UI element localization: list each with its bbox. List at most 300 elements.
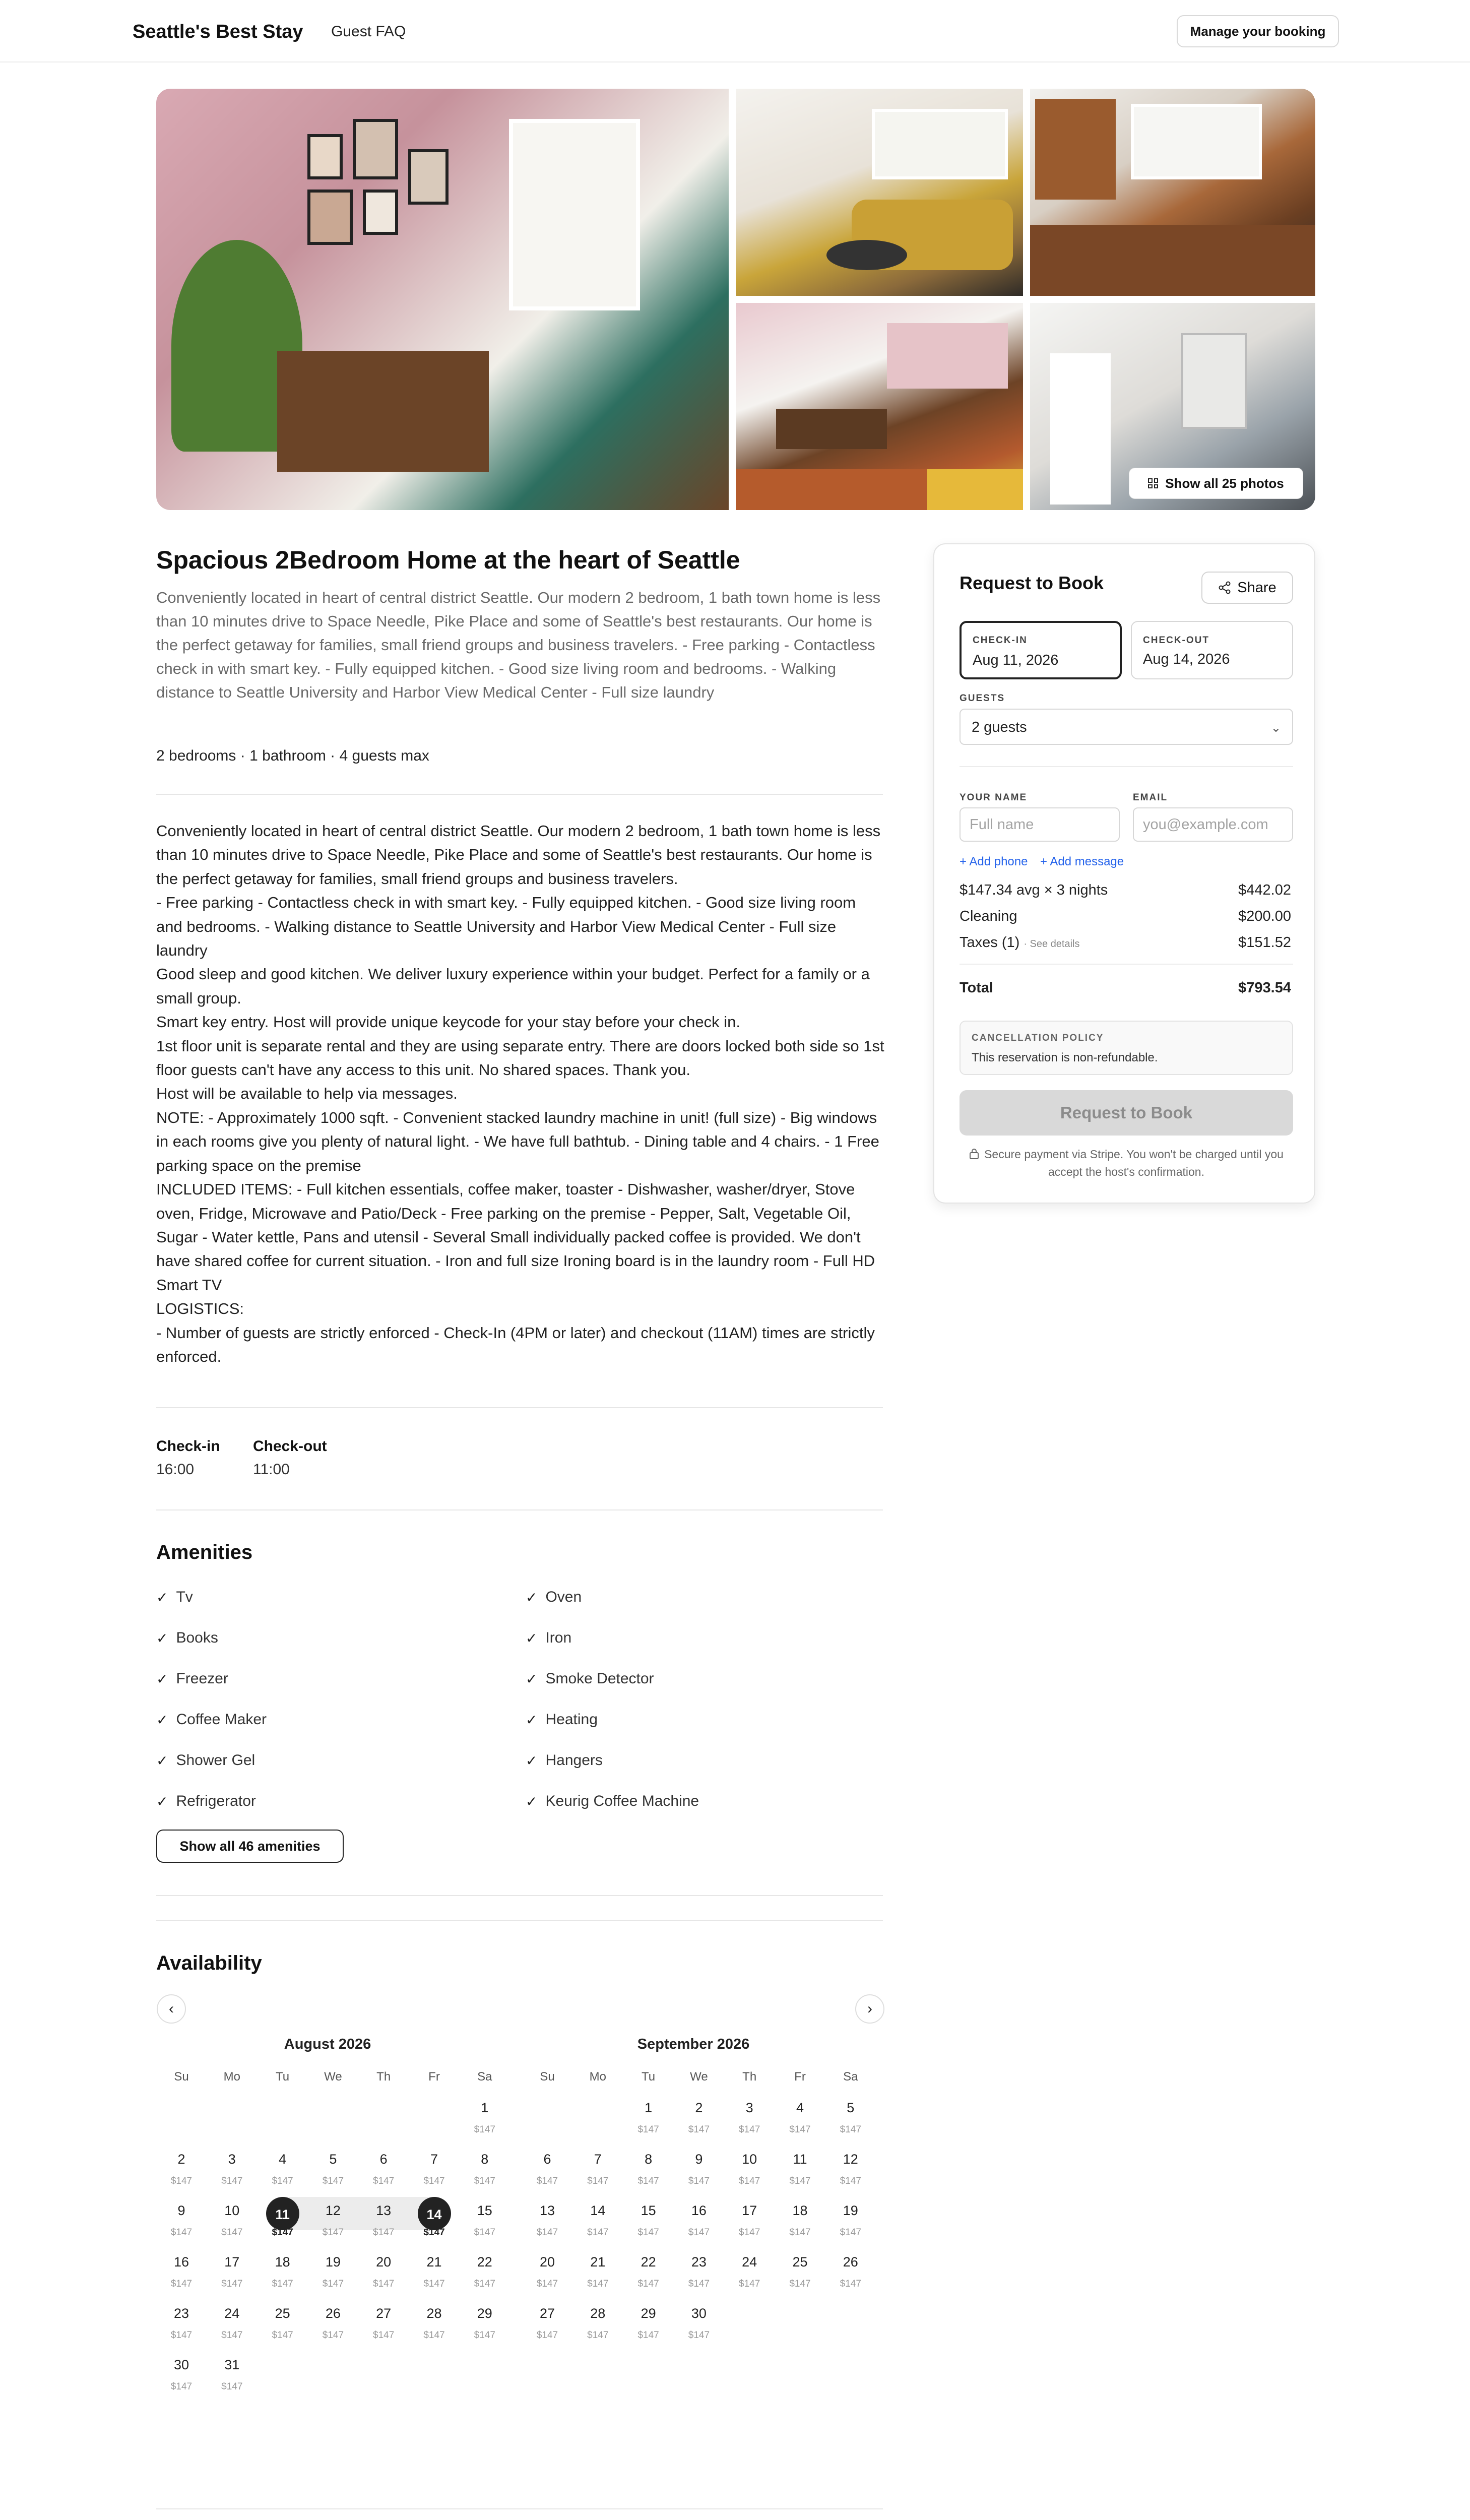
day-number: 22 xyxy=(641,2254,656,2270)
day-price: $147 xyxy=(373,2227,395,2238)
taxes-line xyxy=(960,934,1080,951)
checkmark-icon: ✓ xyxy=(156,1671,168,1687)
name-field[interactable] xyxy=(960,807,1120,842)
calendar-day[interactable] xyxy=(623,2197,674,2247)
day-number: 28 xyxy=(426,2306,442,2321)
calendar-day[interactable] xyxy=(623,2094,674,2145)
calendar-day[interactable] xyxy=(724,2197,775,2247)
day-number: 5 xyxy=(329,2152,337,2167)
day-price: $147 xyxy=(221,2330,243,2341)
calendar-day[interactable] xyxy=(825,2197,876,2247)
calendar-day[interactable] xyxy=(775,2197,825,2247)
amenities-heading: Amenities xyxy=(156,1541,253,1563)
calendar-day[interactable] xyxy=(572,2300,623,2350)
calendar-day[interactable] xyxy=(724,2094,775,2145)
day-price: $147 xyxy=(221,2227,243,2238)
day-number: 16 xyxy=(691,2203,707,2218)
weekday-label: Su xyxy=(540,2070,555,2084)
day-price: $147 xyxy=(221,2279,243,2289)
cancellation-policy-text: This reservation is non-refundable. xyxy=(972,1051,1158,1064)
calendar-day[interactable] xyxy=(825,2248,876,2299)
calendar-day[interactable] xyxy=(674,2146,724,2196)
day-number: 30 xyxy=(173,2357,189,2372)
checkmark-icon: ✓ xyxy=(156,1712,168,1728)
show-all-amenities-button[interactable]: Show all 46 amenities xyxy=(156,1830,344,1863)
day-number: 2 xyxy=(695,2100,703,2115)
amenity-item xyxy=(526,1793,699,1810)
calendar-day[interactable] xyxy=(775,2146,825,2196)
add-message-link[interactable]: + Add message xyxy=(1040,855,1124,868)
day-number: 31 xyxy=(224,2357,240,2372)
email-label: EMAIL xyxy=(1133,792,1168,803)
calendar-day[interactable] xyxy=(207,2351,257,2402)
calendar-day[interactable] xyxy=(674,2300,724,2350)
day-number: 19 xyxy=(325,2254,341,2270)
calendar-day[interactable] xyxy=(623,2146,674,2196)
day-number: 9 xyxy=(177,2203,185,2218)
amenity-label: Keurig Coffee Machine xyxy=(545,1793,699,1809)
weekday-label: Th xyxy=(742,2070,757,2084)
day-price: $147 xyxy=(789,2279,811,2289)
day-number: 10 xyxy=(224,2203,240,2218)
day-price: $147 xyxy=(474,2227,495,2238)
listing-title: Spacious 2Bedroom Home at the heart of Seattle xyxy=(156,546,740,574)
checkin-label: Check-in xyxy=(156,1438,220,1455)
day-price: $147 xyxy=(221,2381,243,2392)
day-price: $147 xyxy=(789,2124,811,2135)
calendar-day[interactable] xyxy=(623,2300,674,2350)
calendar-day[interactable] xyxy=(258,2146,308,2196)
weekday-label: Sa xyxy=(843,2070,858,2084)
amenity-item xyxy=(156,1711,267,1728)
day-price: $147 xyxy=(474,2330,495,2341)
amenity-item xyxy=(526,1752,603,1769)
site-header xyxy=(0,0,1470,62)
calendar-day[interactable] xyxy=(775,2094,825,2145)
checkout-date-value: Aug 14, 2026 xyxy=(1143,651,1230,667)
calendar-day[interactable] xyxy=(572,2146,623,2196)
day-price: $147 xyxy=(423,2330,445,2341)
day-number: 13 xyxy=(376,2203,392,2218)
email-field[interactable] xyxy=(1133,807,1293,842)
day-number: 7 xyxy=(430,2152,438,2167)
amenity-item xyxy=(526,1589,582,1606)
day-price: $147 xyxy=(587,2330,609,2341)
checkmark-icon: ✓ xyxy=(526,1589,538,1605)
calendar-day-selected[interactable] xyxy=(258,2197,308,2247)
total-label: Total xyxy=(960,980,994,996)
day-price: $147 xyxy=(637,2124,659,2135)
taxes-value: $151.52 xyxy=(1238,934,1291,951)
calendar-day[interactable] xyxy=(460,2197,510,2247)
email-input[interactable] xyxy=(1134,808,1292,841)
amenity-label: Coffee Maker xyxy=(176,1711,267,1728)
month-title: August 2026 xyxy=(284,2036,371,2052)
day-price: $147 xyxy=(637,2330,659,2341)
day-number: 21 xyxy=(426,2254,442,2270)
calendar-day[interactable] xyxy=(460,2094,510,2145)
calendar-next-button[interactable]: › xyxy=(855,1994,884,2024)
listing-description: Conveniently located in heart of central district Seattle. Our modern 2 bedroom, 1 bath town home is less than 10 minutes drive to Space Needle, Pike Place and some of Seattle's best restaurants. Our home is the perfect getaway for families, small friend groups and business travelers. - Free parking - Contactless check in with smart key. - Fully equipped kitchen. - Good size living room and bedrooms. - Walking distance to Seattle University and Harbor View Medical Center - Full size laundry Good sleep and good kitchen. We deliver luxury experience within your budget. Perfect for a family or a small group. Smart key entry. Host will provide unique keycode for your stay before your check in. 1st floor unit is separate rental and they are using separate entry. There are doors locked both side so 1st floor guests can't have any access to this unit. No shared spaces. Thank you. Host will be available to help via messages. NOTE: - Approximately 1000 sqft. - Convenient stacked laundry machine in unit! (full size) - Big windows in each rooms give you plenty of natural light. - We have full bathtub. - Dining table and 4 chairs. - 1 Free parking space on the premise INCLUDED ITEMS: - Full kitchen essentials, coffee maker, toaster - Dishwasher, washer/dryer, Stove oven, Fridge, Microwave and Patio/Deck - Free parking on the premise - Pepper, Salt, Vegetable Oil, Sugar - Water kettle, Pans and utensil - Several Small individually packed coffee is provided. We don't have shared coffee for current situation. - Iron and full size Ironing board is in the laundry room - Full HD Smart TV LOGISTICS: - Number of guests are strictly enforced - Check-In (4PM or later) and checkout (11AM) times are strictly enforced. xyxy=(156,822,884,1365)
listing-facts: 2 bedrooms · 1 bathroom · 4 guests max xyxy=(156,747,429,764)
day-number: 6 xyxy=(379,2152,388,2167)
day-price: $147 xyxy=(840,2176,861,2186)
day-number: 21 xyxy=(590,2254,606,2270)
day-number: 20 xyxy=(376,2254,392,2270)
cleaning-label: Cleaning xyxy=(960,908,1017,924)
day-number: 25 xyxy=(792,2254,808,2270)
calendar-day[interactable] xyxy=(724,2146,775,2196)
nav-guest-faq[interactable]: Guest FAQ xyxy=(331,23,406,40)
day-number: 19 xyxy=(843,2203,858,2218)
amenity-label: Freezer xyxy=(176,1670,228,1687)
name-label: YOUR NAME xyxy=(960,792,1028,803)
day-price: $147 xyxy=(637,2176,659,2186)
day-price: $147 xyxy=(272,2176,293,2186)
calendar-day[interactable] xyxy=(156,2248,207,2299)
manage-booking-button[interactable]: Manage your booking xyxy=(1177,15,1339,47)
amenity-label: Heating xyxy=(545,1711,598,1728)
day-number: 3 xyxy=(745,2100,753,2115)
day-price: $147 xyxy=(789,2176,811,2186)
day-price: $147 xyxy=(739,2227,760,2238)
amenity-label: Books xyxy=(176,1629,218,1646)
day-price: $147 xyxy=(272,2279,293,2289)
calendar-day[interactable] xyxy=(724,2248,775,2299)
name-input[interactable] xyxy=(961,808,1119,841)
calendar-day[interactable] xyxy=(156,2300,207,2350)
day-price: $147 xyxy=(322,2176,344,2186)
calendar-day[interactable] xyxy=(409,2248,460,2299)
amenity-item xyxy=(156,1629,218,1647)
divider xyxy=(960,766,1293,767)
day-price: $147 xyxy=(373,2279,395,2289)
calendar-day[interactable] xyxy=(825,2146,876,2196)
day-price: $147 xyxy=(688,2279,710,2289)
day-price: $147 xyxy=(536,2227,558,2238)
checkmark-icon: ✓ xyxy=(526,1793,538,1809)
brand-logo[interactable]: Seattle's Best Stay xyxy=(133,21,303,42)
secure-payment-text: Secure payment via Stripe. You won't be charged until you accept the host's confirmation. xyxy=(984,1148,1284,1178)
checkmark-icon: ✓ xyxy=(526,1752,538,1769)
calendar-day[interactable] xyxy=(258,2300,308,2350)
calendar-day[interactable] xyxy=(522,2248,572,2299)
amenity-item xyxy=(156,1589,193,1606)
divider xyxy=(960,964,1293,965)
day-number: 11 xyxy=(793,2152,807,2167)
checkin-date-value: Aug 11, 2026 xyxy=(973,652,1059,668)
calendar-day[interactable] xyxy=(460,2300,510,2350)
checkout-time: 11:00 xyxy=(253,1461,290,1478)
calendar-day[interactable] xyxy=(522,2146,572,2196)
booking-card xyxy=(933,543,1315,1204)
weekday-label: Su xyxy=(174,2070,189,2084)
day-price: $147 xyxy=(423,2176,445,2186)
day-price: $147 xyxy=(840,2227,861,2238)
day-price: $147 xyxy=(536,2176,558,2186)
day-number: 8 xyxy=(481,2152,489,2167)
calendar-day[interactable] xyxy=(409,2146,460,2196)
day-number: 15 xyxy=(477,2203,492,2218)
day-number: 16 xyxy=(173,2254,189,2270)
secure-payment-note xyxy=(960,1146,1293,1181)
amenity-item xyxy=(156,1670,228,1687)
calendar-day[interactable] xyxy=(207,2197,257,2247)
day-price: $147 xyxy=(688,2176,710,2186)
calendar-day[interactable] xyxy=(674,2197,724,2247)
weekday-label: Mo xyxy=(223,2070,240,2084)
weekday-label: Fr xyxy=(428,2070,440,2084)
day-price: $147 xyxy=(688,2330,710,2341)
day-price: $147 xyxy=(587,2279,609,2289)
checkout-label: Check-out xyxy=(253,1438,327,1455)
checkin-time: 16:00 xyxy=(156,1461,195,1478)
day-price: $147 xyxy=(170,2330,193,2341)
day-price: $147 xyxy=(170,2381,193,2392)
day-number: 12 xyxy=(325,2203,341,2218)
calendar-day[interactable] xyxy=(572,2248,623,2299)
calendar-day[interactable] xyxy=(156,2197,207,2247)
day-price: $147 xyxy=(272,2227,293,2238)
day-number: 29 xyxy=(641,2306,656,2321)
checkmark-icon: ✓ xyxy=(156,1630,168,1646)
day-number: 29 xyxy=(477,2306,492,2321)
day-price: $147 xyxy=(587,2176,609,2186)
checkmark-icon: ✓ xyxy=(156,1793,168,1809)
amenity-item xyxy=(156,1752,255,1769)
calendar-day[interactable] xyxy=(207,2300,257,2350)
day-number: 8 xyxy=(645,2152,653,2167)
day-number: 9 xyxy=(695,2152,703,2167)
taxes-label: Taxes (1) xyxy=(960,934,1020,951)
cancellation-policy xyxy=(960,1021,1293,1075)
day-number: 24 xyxy=(742,2254,757,2270)
nightly-line-value: $442.02 xyxy=(1238,882,1291,898)
availability-heading: Availability xyxy=(156,1952,262,1974)
amenity-label: Oven xyxy=(545,1589,582,1605)
calendar-day[interactable] xyxy=(156,2351,207,2402)
day-price: $147 xyxy=(536,2330,558,2341)
checkout-field-label: CHECK-OUT xyxy=(1143,635,1209,646)
calendar-prev-button[interactable]: ‹ xyxy=(157,1994,186,2024)
day-price: $147 xyxy=(322,2330,344,2341)
day-price: $147 xyxy=(637,2279,659,2289)
share-label: Share xyxy=(1237,579,1276,596)
amenity-item xyxy=(526,1629,571,1647)
calendar-day[interactable] xyxy=(258,2248,308,2299)
day-number: 26 xyxy=(843,2254,858,2270)
day-price: $147 xyxy=(221,2176,243,2186)
show-all-photos-button[interactable] xyxy=(1129,468,1303,499)
day-price: $147 xyxy=(840,2279,861,2289)
calendar-day[interactable] xyxy=(358,2197,409,2247)
day-price: $147 xyxy=(474,2124,495,2135)
calendar-day[interactable] xyxy=(308,2300,358,2350)
calendar-day[interactable] xyxy=(156,2146,207,2196)
day-number: 25 xyxy=(275,2306,290,2321)
checkmark-icon: ✓ xyxy=(156,1752,168,1769)
photo-kitchen[interactable] xyxy=(1030,89,1315,296)
calendar-day[interactable] xyxy=(460,2146,510,2196)
day-number: 14 xyxy=(590,2203,606,2218)
day-number: 2 xyxy=(177,2152,185,2167)
day-number: 5 xyxy=(847,2100,855,2115)
day-number: 27 xyxy=(376,2306,392,2321)
day-number: 7 xyxy=(594,2152,602,2167)
photo-living-room-sofa[interactable] xyxy=(736,89,1023,296)
calendar-day[interactable] xyxy=(674,2094,724,2145)
photo-dining-area[interactable] xyxy=(736,303,1023,510)
guests-value: 2 guests xyxy=(972,719,1027,735)
calendar-day[interactable] xyxy=(825,2094,876,2145)
day-number: 23 xyxy=(173,2306,189,2321)
checkmark-icon: ✓ xyxy=(526,1630,538,1646)
weekday-label: Fr xyxy=(794,2070,806,2084)
taxes-see-details-link[interactable]: · See details xyxy=(1024,938,1080,950)
day-price: $147 xyxy=(789,2227,811,2238)
calendar-day[interactable] xyxy=(409,2300,460,2350)
divider xyxy=(156,1895,883,1896)
amenity-label: Refrigerator xyxy=(176,1793,256,1809)
amenity-label: Tv xyxy=(176,1589,193,1605)
day-number: 17 xyxy=(742,2203,757,2218)
day-price: $147 xyxy=(739,2176,760,2186)
amenity-label: Shower Gel xyxy=(176,1752,255,1769)
day-price: $147 xyxy=(170,2227,193,2238)
lock-icon xyxy=(969,1148,979,1160)
amenity-label: Smoke Detector xyxy=(545,1670,654,1687)
day-number: 17 xyxy=(224,2254,240,2270)
day-price: $147 xyxy=(170,2176,193,2186)
day-price: $147 xyxy=(373,2330,395,2341)
day-price: $147 xyxy=(272,2330,293,2341)
day-price: $147 xyxy=(688,2227,710,2238)
day-number: 22 xyxy=(477,2254,492,2270)
calendar-day[interactable] xyxy=(460,2248,510,2299)
amenity-item xyxy=(526,1670,654,1687)
weekday-label: Tu xyxy=(276,2070,290,2084)
day-price: $147 xyxy=(423,2279,445,2289)
day-price: $147 xyxy=(474,2279,495,2289)
calendar-day[interactable] xyxy=(207,2248,257,2299)
day-price: $147 xyxy=(474,2176,495,2186)
add-phone-link[interactable]: + Add phone xyxy=(960,855,1028,868)
share-icon xyxy=(1218,581,1231,594)
share-button[interactable] xyxy=(1201,572,1293,604)
divider xyxy=(156,2508,883,2509)
day-number: 4 xyxy=(279,2152,287,2167)
show-all-photos-label: Show all 25 photos xyxy=(1165,475,1284,491)
day-number: 20 xyxy=(539,2254,555,2270)
day-price: $147 xyxy=(373,2176,395,2186)
day-number: 12 xyxy=(843,2152,858,2167)
day-price: $147 xyxy=(739,2124,760,2135)
amenity-label: Hangers xyxy=(545,1752,603,1769)
calendar-day-selected[interactable] xyxy=(409,2197,460,2247)
cleaning-value: $200.00 xyxy=(1238,908,1291,924)
day-number: 26 xyxy=(325,2306,341,2321)
checkout-date-field[interactable] xyxy=(1131,621,1293,679)
calendar-day[interactable] xyxy=(522,2300,572,2350)
amenity-item xyxy=(156,1793,256,1810)
day-number: 28 xyxy=(590,2306,606,2321)
divider xyxy=(156,1920,883,1921)
weekday-label: We xyxy=(324,2070,342,2084)
guests-label: GUESTS xyxy=(960,693,1005,704)
calendar-day[interactable] xyxy=(775,2248,825,2299)
day-number: 18 xyxy=(792,2203,808,2218)
day-price: $147 xyxy=(739,2279,760,2289)
calendar-day[interactable] xyxy=(623,2248,674,2299)
weekday-label: Th xyxy=(376,2070,391,2084)
day-number: 6 xyxy=(543,2152,551,2167)
weekday-label: Sa xyxy=(477,2070,492,2084)
day-number: 27 xyxy=(539,2306,555,2321)
calendar-day[interactable] xyxy=(674,2248,724,2299)
month-title: September 2026 xyxy=(637,2036,750,2052)
weekday-label: Mo xyxy=(589,2070,606,2084)
checkin-date-field[interactable] xyxy=(960,621,1122,679)
nightly-line-label: $147.34 avg × 3 nights xyxy=(960,882,1108,898)
calendar-day[interactable] xyxy=(308,2248,358,2299)
day-number: 1 xyxy=(481,2100,489,2115)
day-number: 30 xyxy=(691,2306,707,2321)
divider xyxy=(156,1407,883,1408)
day-number: 15 xyxy=(641,2203,656,2218)
calendar-day[interactable] xyxy=(572,2197,623,2247)
listing-summary: Conveniently located in heart of central district Seattle. Our modern 2 bedroom, 1 bath town home is less than 10 minutes drive to Space Needle, Pike Place and some of Seattle's best restaurants. Our home is the perfect getaway for families, small friend groups and business travelers. - Free parking - Contactless check in with smart key. - Fully equipped kitchen. - Good size living room and bedrooms. - Walking distance to Seattle University and Harbor View Medical Center - Full size laundry xyxy=(156,589,881,701)
day-number: 1 xyxy=(645,2100,653,2115)
day-number: 13 xyxy=(539,2203,555,2218)
day-price: $147 xyxy=(536,2279,558,2289)
amenity-item xyxy=(526,1711,598,1728)
request-to-book-button[interactable]: Request to Book xyxy=(960,1090,1293,1136)
divider xyxy=(156,1509,883,1510)
amenity-label: Iron xyxy=(545,1629,572,1646)
photo-gallery xyxy=(156,89,1315,510)
day-price: $147 xyxy=(322,2279,344,2289)
cancellation-policy-label: CANCELLATION POLICY xyxy=(972,1033,1104,1043)
day-number: 4 xyxy=(796,2100,804,2115)
checkin-field-label: CHECK-IN xyxy=(973,635,1028,646)
calendar-day[interactable] xyxy=(358,2300,409,2350)
weekday-label: Tu xyxy=(642,2070,656,2084)
calendar-day[interactable] xyxy=(207,2146,257,2196)
day-number: 3 xyxy=(228,2152,236,2167)
booking-title: Request to Book xyxy=(960,573,1104,593)
photo-main-living-room[interactable] xyxy=(156,89,729,510)
day-price: $147 xyxy=(322,2227,344,2238)
day-number: 18 xyxy=(275,2254,290,2270)
day-number: 10 xyxy=(742,2152,757,2167)
calendar-day[interactable] xyxy=(358,2146,409,2196)
checkmark-icon: ✓ xyxy=(156,1589,168,1605)
day-price: $147 xyxy=(688,2124,710,2135)
day-number: 14 xyxy=(426,2207,442,2222)
day-price: $147 xyxy=(423,2227,445,2238)
calendar-day[interactable] xyxy=(308,2197,358,2247)
day-price: $147 xyxy=(587,2227,609,2238)
guests-select[interactable] xyxy=(960,709,1293,745)
calendar-day[interactable] xyxy=(358,2248,409,2299)
calendar-day[interactable] xyxy=(522,2197,572,2247)
day-price: $147 xyxy=(840,2124,861,2135)
checkmark-icon: ✓ xyxy=(526,1712,538,1728)
grid-icon xyxy=(1148,478,1158,488)
checkmark-icon: ✓ xyxy=(526,1671,538,1687)
day-number: 24 xyxy=(224,2306,240,2321)
calendar-day[interactable] xyxy=(308,2146,358,2196)
